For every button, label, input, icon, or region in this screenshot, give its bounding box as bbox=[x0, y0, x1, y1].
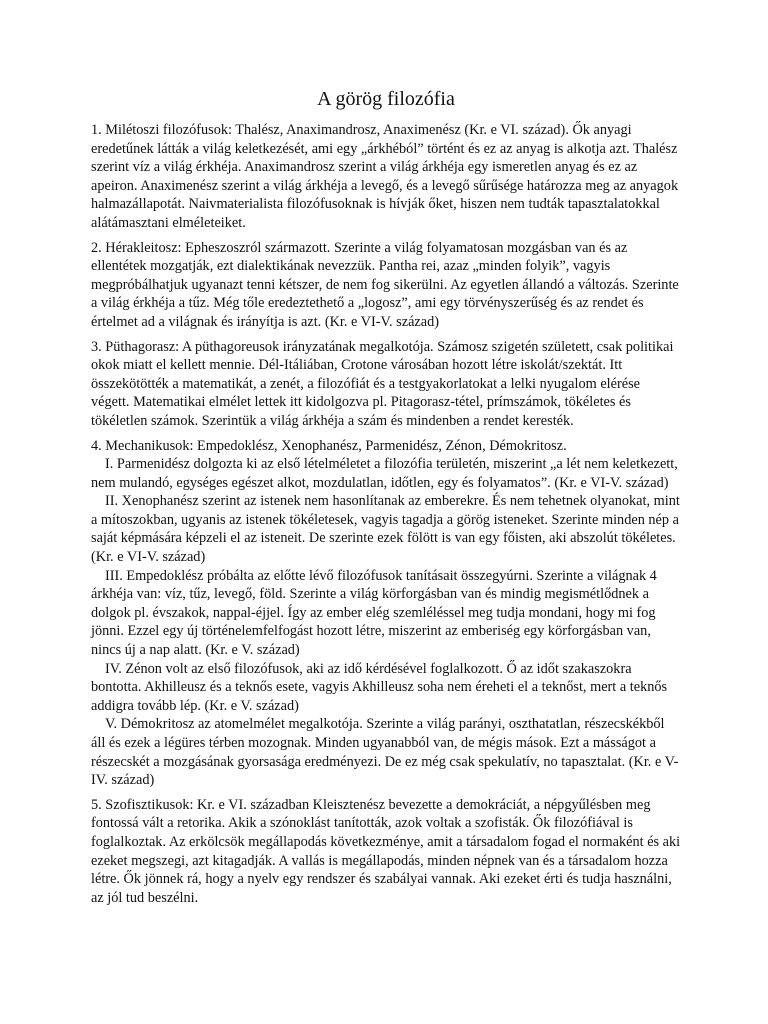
subsection-empedoklesz: III. Empedoklész próbálta az előtte lévő filozófusok tanításait összegyúrni. Szerinte a világnak 4 árkhéja van: víz, tűz, levegő, föld. Szerinte a világ körforgásban van és mindig megismétlődnek a dolgok pl. évszakok, nappal-éjjel. Így az ember elég szemléléssel meg tudja mondani, hogy mi fog jönni. Ezzel egy új történelemfelfogást hozott létre, miszerint az emberiség egy körforgásban van, nincs új a nap alatt. (Kr. e V. század) bbox=[91, 567, 657, 659]
section-szofisztikusok: 5. Szofisztikusok: Kr. e VI. században Kleisztenész bevezette a demokráciát, a népgyűlésben meg fontossá vált a retorika. Akik a szónoklást tanították, azok voltak a szofisták. Ők filozófiával is foglalkoztak. Az erkölcsök megállapodás következménye, amit a társadalom fogad el normaként és aki ezeket megszegi, azt kitagadják. A vallás is megállapodás, minden népnek van és a társadalom hozza létre. Ők jönnek rá, hogy a nyelv egy rendszer és szabályai vannak. Aki ezeket érti és tudja használni, az jól tud beszélni. bbox=[91, 796, 681, 906]
document-page bbox=[91, 86, 681, 913]
subsection-zenon: IV. Zénon volt az első filozófusok, aki az idő kérdésével foglalkozott. Ő az időt szakaszokra bontotta. Akhilleusz és a teknős esete, vagyis Akhilleusz soha nem éreheti el a teknőst, mert a teknős addigra tovább lép. (Kr. e V. század) bbox=[91, 660, 668, 714]
section-puthagorasz: 3. Püthagorasz: A püthagoreusok irányzatának megalkotója. Számosz szigetén született, csak politikai okok miatt el kellett mennie. Dél-Itáliában, Crotone városában hozott létre iskolát/szektát. Itt összekötötték a matematikát, a zenét, a filozófiát és a testgyakorlatokat a lelki nyugalom elérése végett. Matematikai elmélet lettek itt kidolgozva pl. Pitagorasz-tétel, prímszámok, tökéletes és tökéletlen számok. Szerintük a világ árkhéja a szám és mindenben a rendet keresték. bbox=[91, 338, 674, 429]
document-title: A görög filozófia bbox=[317, 88, 455, 110]
section-mechanikusok bbox=[91, 437, 681, 790]
section-herakleitosz: 2. Hérakleitosz: Epheszoszról származott. Szerinte a világ folyamatosan mozgásban van és az ellentétek mozgatják, ezt dialektikának nevezzük. Pantha rei, azaz „minden folyik”, vagyis megpróbálhatjuk ugyanazt tenni kétszer, de nem fog sikerülni. Az egyetlen állandó a változás. Szerinte a világ érkhéja a tűz. Még tőle eredeztethető a „logosz”, ami egy törvényszerűség és az rendet és értelmet ad a világnak és irányítja is azt. (Kr. e VI-V. század) bbox=[91, 239, 679, 330]
subsection-parmenidesz: I. Parmenidész dolgozta ki az első lételméletet a filozófia területén, miszerint „a lét nem keletkezett, nem mulandó, egységes egészet alkot, mozdulatlan, időtlen, egy és folyamatos”. (Kr. e VI-V. század) bbox=[91, 456, 678, 491]
subsection-demokritosz: V. Démokritosz az atomelmélet megalkotója. Szerinte a világ parányi, oszthatatlan, részecskékből áll és ezek a légüres térben mozognak. Minden ugyanabból van, de mégis mások. Ezt a másságot a részecskét a mozgásának gyorsasága eredményezi. De ez még csak spekulatív, no tapasztalat. (Kr. e V-IV. század) bbox=[91, 716, 679, 789]
section-miletosi: 1. Milétoszi filozófusok: Thalész, Anaximandrosz, Anaximenész (Kr. e VI. század). Ők anyagi eredetűnek látták a világ keletkezését, ami egy „árkhéból” történt és ez az anyag is alkotja azt. Thalész szerint víz a világ érkhéja. Anaximandrosz szerint a világ árkhéja egy ismeretlen anyag és ez az apeiron. Anaximenész szerint a világ árkhéja a levegő, és a levegő sűrűsége határozza meg az anyagok halmazállapotát. Naivmaterialista filozófusoknak is hívják őket, hiszen nem tudták tapasztalatokkal alátámasztani elméleteiket. bbox=[91, 122, 679, 231]
section-mechanikusok-lead: 4. Mechanikusok: Empedoklész, Xenophanész, Parmenidész, Zénon, Démokritosz. bbox=[91, 437, 567, 454]
subsection-xenophanesz: II. Xenophanész szerint az istenek nem hasonlítanak az emberekre. És nem tehetnek olyanokat, mint a mítoszokban, ugyanis az istenek tökéletesek, vagyis tagadja a görög isteneket. Szerinte minden nép a saját képmására képzeli el az isteneit. De szerinte ezek fölött is van egy főisten, aki abszolút tökéletes. (Kr. e VI-V. század) bbox=[91, 493, 680, 566]
